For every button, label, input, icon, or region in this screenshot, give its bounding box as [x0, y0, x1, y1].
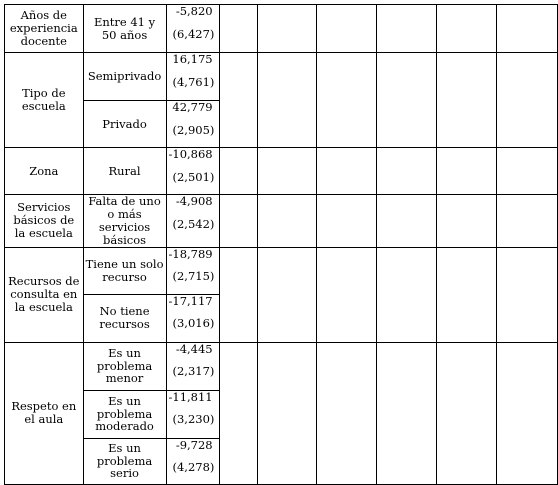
empty-cell	[257, 247, 317, 342]
standard-error: (4,761)	[172, 74, 215, 89]
empty-cell	[317, 5, 377, 53]
table-row	[5, 342, 558, 390]
empty-cell	[497, 342, 558, 484]
empty-cell	[257, 5, 317, 53]
category-label: Años de experiencia docente	[5, 5, 84, 53]
subcategory-label: Es un problema menor	[83, 342, 166, 390]
empty-cell	[377, 195, 437, 248]
coefficient: -11,811	[168, 390, 213, 404]
empty-cell	[497, 148, 558, 195]
coefficient: -5,820	[175, 4, 213, 18]
category-label: Zona	[5, 148, 84, 195]
empty-cell	[377, 5, 437, 53]
subcategory-label: Entre 41 y 50 años	[83, 5, 166, 53]
empty-cell	[377, 342, 437, 484]
subcategory-label: Es un problema serio	[83, 438, 166, 484]
standard-error: (2,905)	[172, 122, 215, 137]
standard-error: (3,230)	[172, 412, 215, 427]
empty-cell	[317, 342, 377, 484]
value-cell	[166, 342, 219, 390]
empty-cell	[257, 195, 317, 248]
subcategory-label: Privado	[83, 101, 166, 148]
standard-error: (4,278)	[172, 460, 215, 475]
empty-cell	[377, 148, 437, 195]
empty-cell	[497, 5, 558, 53]
empty-cell	[257, 148, 317, 195]
coefficient: -18,789	[168, 247, 213, 261]
subcategory-label: Es un problema moderado	[83, 390, 166, 438]
standard-error: (2,501)	[172, 169, 215, 184]
empty-cell	[436, 247, 497, 342]
empty-cell	[257, 53, 317, 148]
standard-error: (6,427)	[172, 26, 215, 41]
empty-cell	[219, 195, 257, 248]
subcategory-label: No tiene recursos	[83, 294, 166, 342]
empty-cell	[497, 195, 558, 248]
empty-cell	[317, 247, 377, 342]
value-cell	[166, 390, 219, 438]
regression-table	[4, 4, 558, 485]
category-label: Recursos de consulta en la escuela	[5, 247, 84, 342]
value-cell	[166, 195, 219, 248]
empty-cell	[377, 247, 437, 342]
table-row	[5, 148, 558, 195]
empty-cell	[219, 5, 257, 53]
value-cell	[166, 438, 219, 484]
table-row	[5, 5, 558, 53]
coefficient: -9,728	[175, 438, 213, 452]
coefficient: -10,868	[168, 147, 213, 161]
category-label: Servicios básicos de la escuela	[5, 195, 84, 248]
empty-cell	[436, 342, 497, 484]
subcategory-label: Rural	[83, 148, 166, 195]
coefficient: 42,779	[172, 100, 213, 114]
empty-cell	[317, 195, 377, 248]
category-label: Respeto en el aula	[5, 342, 84, 484]
value-cell	[166, 101, 219, 148]
empty-cell	[497, 247, 558, 342]
empty-cell	[436, 148, 497, 195]
coefficient: -4,908	[175, 194, 213, 208]
empty-cell	[317, 53, 377, 148]
value-cell	[166, 294, 219, 342]
empty-cell	[436, 53, 497, 148]
standard-error: (3,016)	[172, 316, 215, 331]
empty-cell	[219, 247, 257, 342]
coefficient: 16,175	[172, 52, 213, 66]
standard-error: (2,542)	[172, 216, 215, 231]
empty-cell	[219, 342, 257, 484]
table-row	[5, 53, 558, 101]
standard-error: (2,317)	[172, 364, 215, 379]
empty-cell	[317, 148, 377, 195]
category-label: Tipo de escuela	[5, 53, 84, 148]
empty-cell	[436, 5, 497, 53]
value-cell	[166, 5, 219, 53]
subcategory-label: Falta de uno o más servicios básicos	[83, 195, 166, 248]
coefficient: -4,445	[175, 342, 213, 356]
value-cell	[166, 148, 219, 195]
empty-cell	[219, 148, 257, 195]
standard-error: (2,715)	[172, 269, 215, 284]
empty-cell	[219, 53, 257, 148]
coefficient: -17,117	[168, 294, 213, 308]
table-row	[5, 247, 558, 294]
subcategory-label: Semiprivado	[83, 53, 166, 101]
empty-cell	[377, 53, 437, 148]
empty-cell	[436, 195, 497, 248]
table-row	[5, 195, 558, 248]
value-cell	[166, 247, 219, 294]
value-cell	[166, 53, 219, 101]
empty-cell	[497, 53, 558, 148]
subcategory-label: Tiene un solo recurso	[83, 247, 166, 294]
empty-cell	[257, 342, 317, 484]
